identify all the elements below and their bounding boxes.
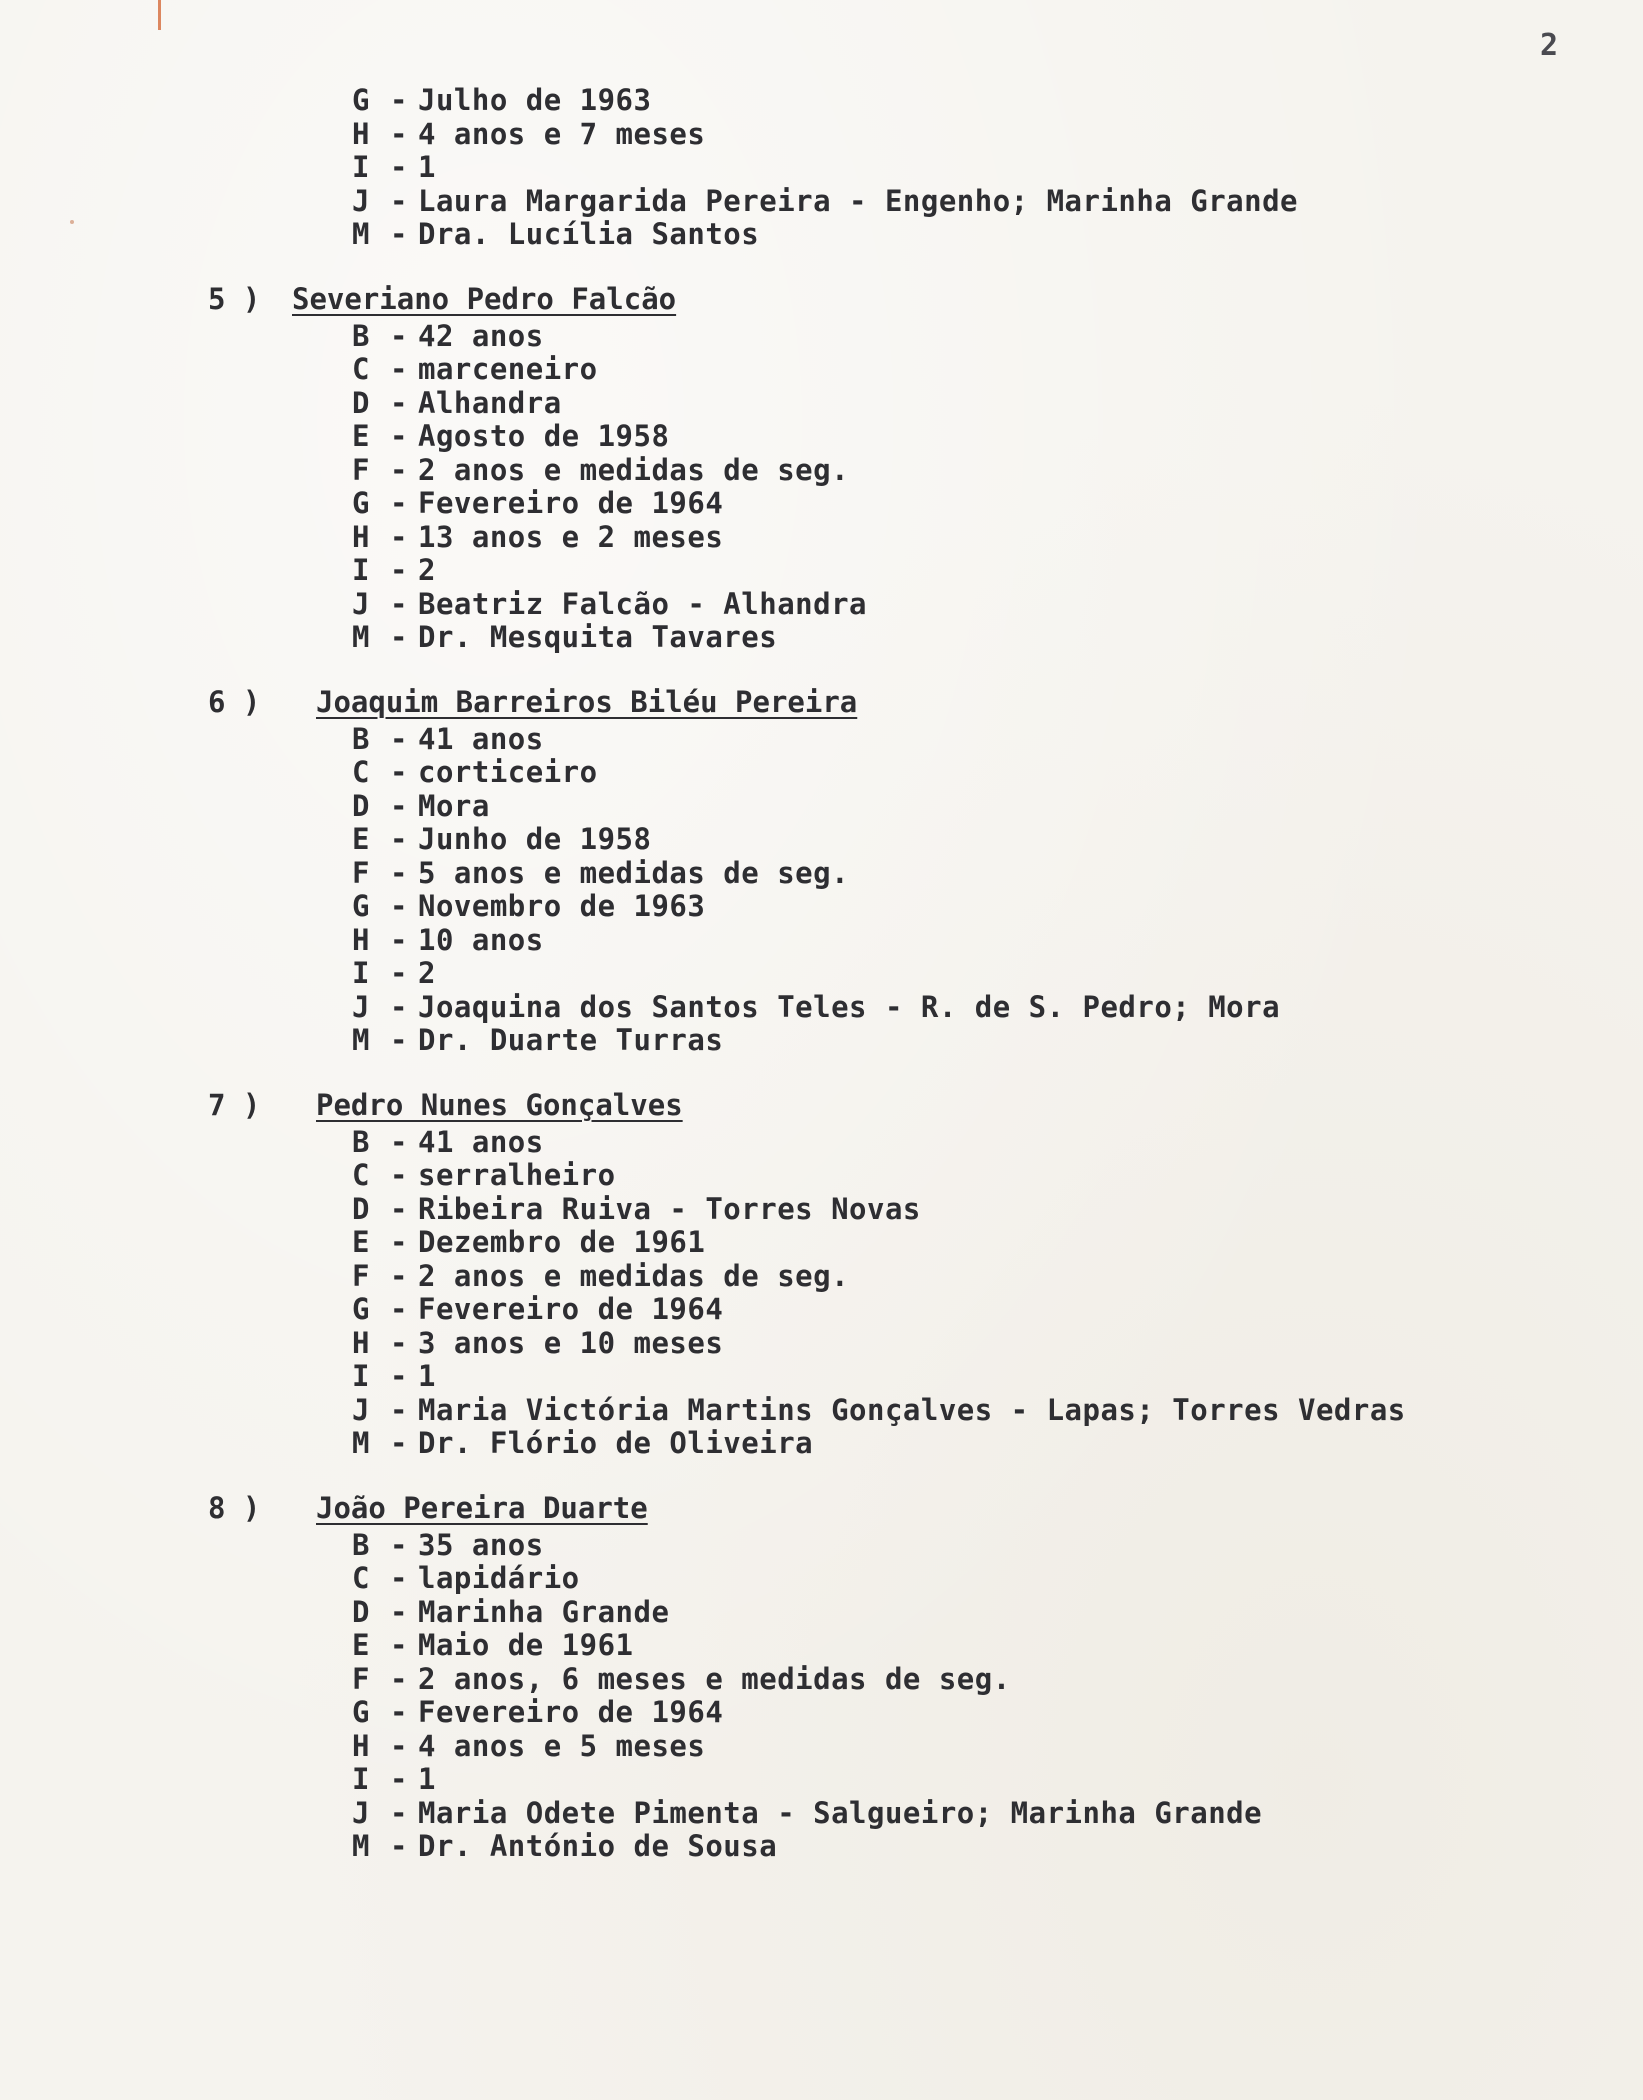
field-value: 1 <box>418 1762 436 1796</box>
field-separator: - <box>390 1359 408 1393</box>
field-separator: - <box>390 1292 408 1326</box>
field-letter: J <box>352 989 370 1024</box>
field-letter: J <box>352 1392 370 1427</box>
field-separator: - <box>390 855 408 890</box>
record-field <box>0 1696 1643 1730</box>
field-letter: D <box>352 1594 370 1629</box>
field-letter: G <box>352 83 370 117</box>
entry-name: João Pereira Duarte <box>316 1490 648 1525</box>
field-letter: B <box>352 318 370 353</box>
record-field <box>0 1663 1643 1697</box>
field-separator: - <box>390 217 408 251</box>
field-separator: - <box>390 1829 408 1863</box>
record-field <box>0 1427 1643 1461</box>
field-value: 13 anos e 2 meses <box>418 519 724 554</box>
record-field <box>0 1360 1643 1394</box>
record-field <box>0 1327 1643 1361</box>
field-value: Maria Victória Martins Gonçalves - Lapas; Torres Vedras <box>418 1392 1406 1427</box>
entry-number: 6 ) <box>208 684 261 719</box>
record-field <box>0 1226 1643 1260</box>
field-letter: B <box>352 721 370 756</box>
entry-name: Joaquim Barreiros Biléu Pereira <box>316 684 858 719</box>
record-field <box>0 1763 1643 1797</box>
field-value: Alhandra <box>418 385 562 420</box>
field-value: 4 anos e 5 meses <box>418 1728 706 1763</box>
record-field <box>0 185 1643 219</box>
field-separator: - <box>390 83 408 117</box>
field-separator: - <box>390 150 408 184</box>
field-separator: - <box>390 1661 408 1696</box>
field-letter: H <box>352 922 370 957</box>
entry-heading <box>0 278 1643 320</box>
field-separator: - <box>390 1594 408 1629</box>
field-separator: - <box>390 352 408 386</box>
field-value: Dezembro de 1961 <box>418 1225 706 1259</box>
field-letter: B <box>352 1124 370 1159</box>
field-separator: - <box>390 755 408 789</box>
field-value: 2 anos, 6 meses e medidas de seg. <box>418 1661 1011 1696</box>
field-letter: J <box>352 586 370 621</box>
field-value: Julho de 1963 <box>418 83 652 117</box>
field-letter: D <box>352 1191 370 1226</box>
field-separator: - <box>390 116 408 151</box>
field-letter: C <box>352 755 370 789</box>
field-letter: I <box>352 553 370 587</box>
field-letter: C <box>352 1561 370 1595</box>
field-letter: J <box>352 183 370 218</box>
field-letter: H <box>352 116 370 151</box>
field-value: Maria Odete Pimenta - Salgueiro; Marinha Grande <box>418 1795 1263 1830</box>
record-entry <box>0 681 1643 1058</box>
field-value: Maio de 1961 <box>418 1628 634 1662</box>
record-field <box>0 420 1643 454</box>
field-separator: - <box>390 1023 408 1057</box>
margin-ink-mark <box>158 0 161 30</box>
field-value: Dr. Flório de Oliveira <box>418 1426 814 1460</box>
record-field <box>0 1159 1643 1193</box>
record-field <box>0 1529 1643 1563</box>
field-separator: - <box>390 922 408 957</box>
record-field <box>0 823 1643 857</box>
field-separator: - <box>390 553 408 587</box>
continuation-block <box>0 84 1643 252</box>
field-separator: - <box>390 452 408 487</box>
record-field <box>0 991 1643 1025</box>
field-separator: - <box>390 183 408 218</box>
page-number: 2 <box>1540 28 1559 63</box>
field-separator: - <box>390 1728 408 1763</box>
record-field <box>0 957 1643 991</box>
field-value: 41 anos <box>418 721 544 756</box>
field-separator: - <box>390 1527 408 1562</box>
field-separator: - <box>390 1628 408 1662</box>
field-value: Ribeira Ruiva - Torres Novas <box>418 1191 921 1226</box>
typed-record-list <box>0 84 1643 1864</box>
field-value: 2 <box>418 553 436 587</box>
field-value: 2 <box>418 956 436 990</box>
record-field <box>0 890 1643 924</box>
field-separator: - <box>390 385 408 420</box>
field-separator: - <box>390 486 408 520</box>
field-value: 41 anos <box>418 1124 544 1159</box>
record-field <box>0 1562 1643 1596</box>
record-field <box>0 554 1643 588</box>
field-separator: - <box>390 620 408 654</box>
field-letter: M <box>352 620 370 654</box>
field-separator: - <box>390 1392 408 1427</box>
field-letter: M <box>352 217 370 251</box>
field-separator: - <box>390 318 408 353</box>
field-value: Fevereiro de 1964 <box>418 1695 724 1729</box>
entry-name: Severiano Pedro Falcão <box>292 281 677 316</box>
field-letter: F <box>352 1258 370 1293</box>
field-letter: G <box>352 1292 370 1326</box>
record-field <box>0 454 1643 488</box>
field-value: corticeiro <box>418 755 598 789</box>
field-value: 35 anos <box>418 1527 544 1562</box>
field-value: 5 anos e medidas de seg. <box>418 855 850 890</box>
record-field <box>0 621 1643 655</box>
field-separator: - <box>390 1695 408 1729</box>
entry-name: Pedro Nunes Gonçalves <box>316 1087 683 1122</box>
field-letter: C <box>352 1158 370 1192</box>
entry-heading <box>0 1487 1643 1529</box>
field-value: 1 <box>418 1359 436 1393</box>
field-separator: - <box>390 1561 408 1595</box>
entry-number: 5 ) <box>208 281 261 316</box>
field-separator: - <box>390 1191 408 1226</box>
field-letter: G <box>352 1695 370 1729</box>
field-letter: F <box>352 1661 370 1696</box>
field-separator: - <box>390 1225 408 1259</box>
record-entry <box>0 1084 1643 1461</box>
field-separator: - <box>390 1158 408 1192</box>
record-field <box>0 353 1643 387</box>
field-value: 1 <box>418 150 436 184</box>
field-letter: M <box>352 1426 370 1460</box>
field-letter: I <box>352 956 370 990</box>
field-separator: - <box>390 1762 408 1796</box>
record-field <box>0 857 1643 891</box>
field-letter: E <box>352 1628 370 1662</box>
field-separator: - <box>390 1325 408 1360</box>
field-value: Marinha Grande <box>418 1594 670 1629</box>
entries-block <box>0 278 1643 1864</box>
field-separator: - <box>390 1124 408 1159</box>
field-letter: J <box>352 1795 370 1830</box>
field-value: Dr. Duarte Turras <box>418 1023 724 1057</box>
field-letter: E <box>352 1225 370 1259</box>
field-separator: - <box>390 1795 408 1830</box>
record-field <box>0 320 1643 354</box>
field-letter: D <box>352 385 370 420</box>
field-separator: - <box>390 889 408 923</box>
field-letter: H <box>352 519 370 554</box>
field-letter: D <box>352 788 370 823</box>
field-letter: B <box>352 1527 370 1562</box>
field-value: Dra. Lucília Santos <box>418 217 760 251</box>
field-separator: - <box>390 721 408 756</box>
field-value: 3 anos e 10 meses <box>418 1325 724 1360</box>
record-field <box>0 521 1643 555</box>
field-separator: - <box>390 419 408 453</box>
record-field <box>0 1024 1643 1058</box>
field-letter: I <box>352 150 370 184</box>
record-field <box>0 218 1643 252</box>
field-letter: G <box>352 889 370 923</box>
field-separator: - <box>390 519 408 554</box>
field-letter: M <box>352 1829 370 1863</box>
record-field <box>0 84 1643 118</box>
field-separator: - <box>390 1426 408 1460</box>
record-field <box>0 118 1643 152</box>
field-value: 2 anos e medidas de seg. <box>418 1258 850 1293</box>
record-field <box>0 723 1643 757</box>
field-letter: H <box>352 1325 370 1360</box>
field-letter: I <box>352 1359 370 1393</box>
field-letter: F <box>352 452 370 487</box>
field-value: 2 anos e medidas de seg. <box>418 452 850 487</box>
record-field <box>0 588 1643 622</box>
record-field <box>0 151 1643 185</box>
field-separator: - <box>390 1258 408 1293</box>
field-value: Novembro de 1963 <box>418 889 706 923</box>
field-value: 4 anos e 7 meses <box>418 116 706 151</box>
field-separator: - <box>390 989 408 1024</box>
entry-number: 7 ) <box>208 1087 261 1122</box>
record-field <box>0 1193 1643 1227</box>
field-letter: M <box>352 1023 370 1057</box>
field-value: Dr. Mesquita Tavares <box>418 620 778 654</box>
entry-heading <box>0 1084 1643 1126</box>
record-field <box>0 1730 1643 1764</box>
field-value: Joaquina dos Santos Teles - R. de S. Pedro; Mora <box>418 989 1281 1024</box>
record-field <box>0 790 1643 824</box>
record-field <box>0 1260 1643 1294</box>
field-value: Fevereiro de 1964 <box>418 1292 724 1326</box>
field-letter: H <box>352 1728 370 1763</box>
field-letter: I <box>352 1762 370 1796</box>
field-value: marceneiro <box>418 352 598 386</box>
record-field <box>0 1394 1643 1428</box>
record-field <box>0 487 1643 521</box>
field-value: 10 anos <box>418 922 544 957</box>
field-letter: E <box>352 419 370 453</box>
record-field <box>0 756 1643 790</box>
field-separator: - <box>390 788 408 823</box>
field-value: lapidário <box>418 1561 580 1595</box>
field-separator: - <box>390 822 408 856</box>
field-value: Laura Margarida Pereira - Engenho; Marinha Grande <box>418 183 1299 218</box>
field-separator: - <box>390 586 408 621</box>
record-field <box>0 1126 1643 1160</box>
record-field <box>0 1629 1643 1663</box>
field-value: Junho de 1958 <box>418 822 652 856</box>
field-value: Beatriz Falcão - Alhandra <box>418 586 867 621</box>
record-field <box>0 1797 1643 1831</box>
field-separator: - <box>390 956 408 990</box>
entry-heading <box>0 681 1643 723</box>
field-value: Mora <box>418 788 490 823</box>
record-field <box>0 1830 1643 1864</box>
field-value: Fevereiro de 1964 <box>418 486 724 520</box>
field-value: 42 anos <box>418 318 544 353</box>
field-letter: C <box>352 352 370 386</box>
field-value: Agosto de 1958 <box>418 419 670 453</box>
field-value: serralheiro <box>418 1158 616 1192</box>
field-letter: E <box>352 822 370 856</box>
record-entry <box>0 278 1643 655</box>
entry-number: 8 ) <box>208 1490 261 1525</box>
field-value: Dr. António de Sousa <box>418 1829 778 1863</box>
record-field <box>0 924 1643 958</box>
field-letter: G <box>352 486 370 520</box>
field-letter: F <box>352 855 370 890</box>
record-entry <box>0 1487 1643 1864</box>
record-field <box>0 387 1643 421</box>
record-field <box>0 1293 1643 1327</box>
record-field <box>0 1596 1643 1630</box>
